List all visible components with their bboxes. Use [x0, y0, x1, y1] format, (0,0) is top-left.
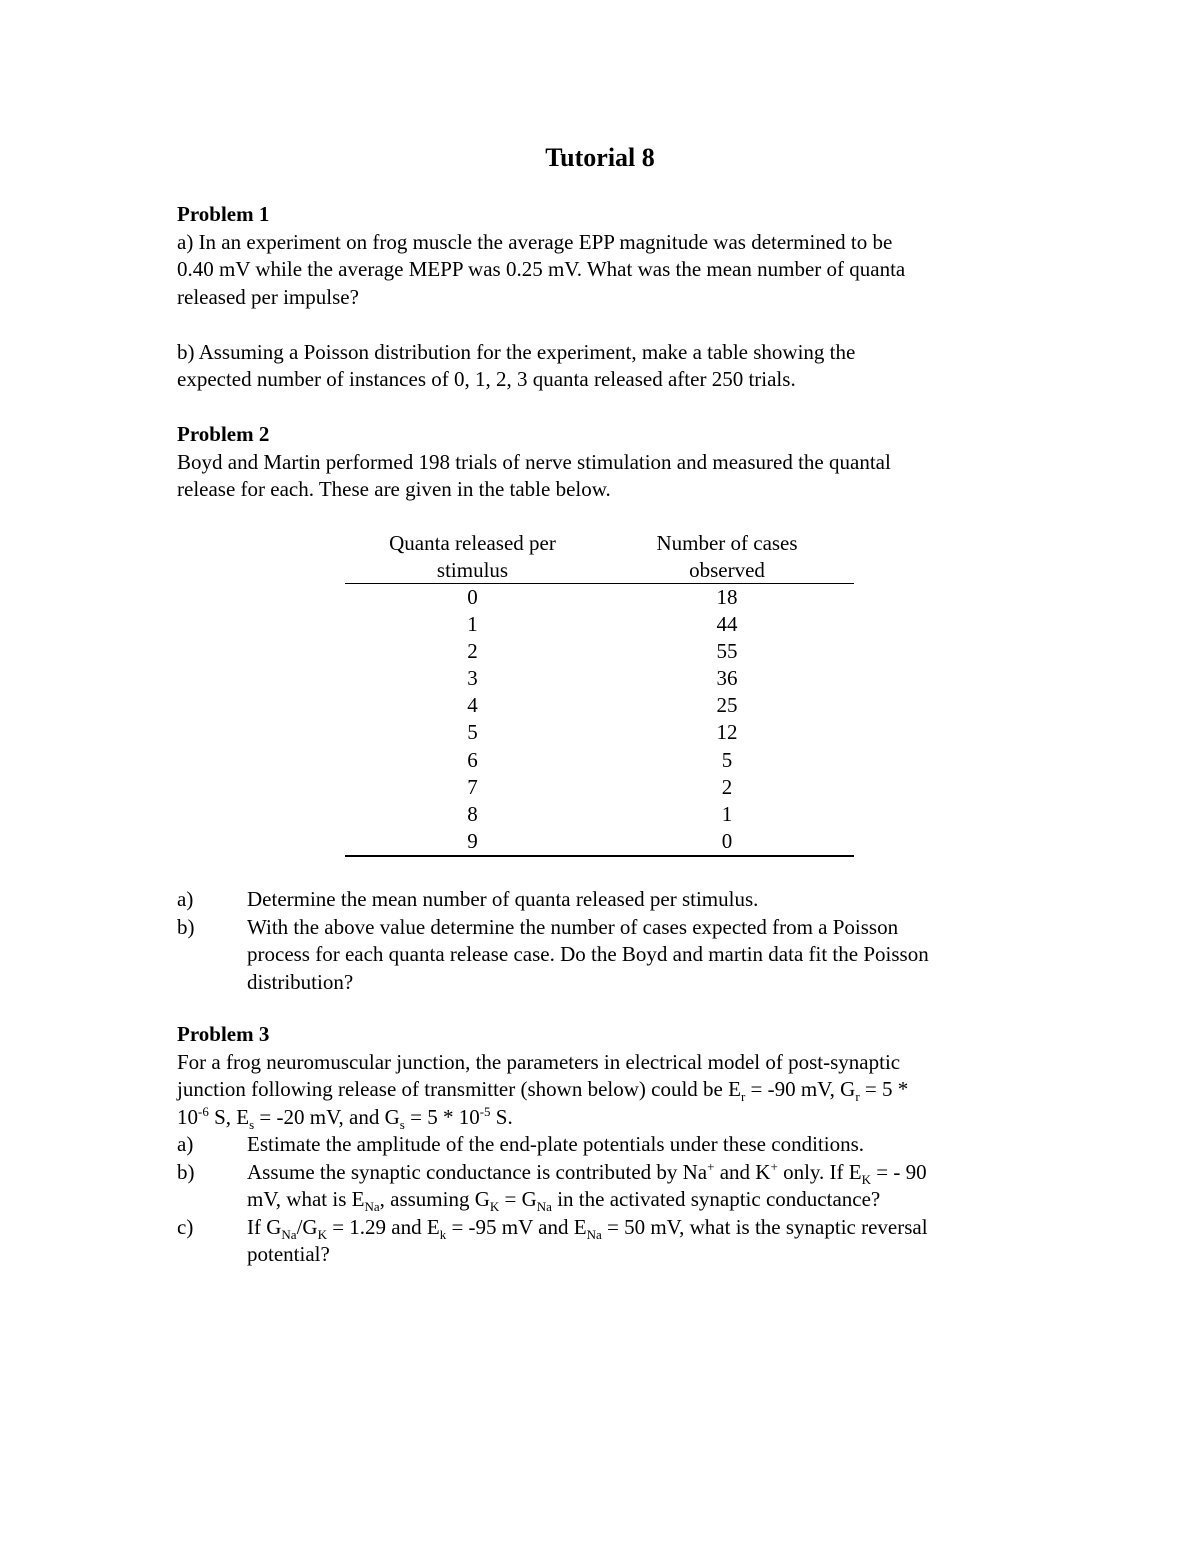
quanta-table	[345, 530, 854, 857]
cases-cell: 18	[716, 585, 738, 609]
problem-3-question-a: a) Estimate the amplitude of the end-plate potentials under these conditions.	[177, 1132, 864, 1156]
header-number-of-cases: Number of cases observed	[600, 530, 854, 584]
problem-3	[177, 1021, 1047, 1269]
table-row	[345, 611, 854, 638]
cases-cell: 55	[716, 639, 738, 664]
problem-2-intro-line-1: Boyd and Martin performed 198 trials of nerve stimulation and measured the quantal	[177, 449, 891, 474]
quanta-cell: 0	[467, 585, 478, 609]
cases-cell: 44	[716, 612, 738, 637]
problem-2-heading: Problem 2	[177, 422, 270, 446]
problem-3-intro-line-1: For a frog neuromuscular junction, the parameters in electrical model of post-synaptic	[177, 1049, 901, 1074]
quanta-cell: 3	[467, 666, 478, 691]
quanta-cell: 1	[467, 612, 478, 637]
problem-1a-line-2: 0.40 mV while the average MEPP was 0.25 mV. What was the mean number of quanta	[177, 257, 906, 281]
header-quanta-released: Quanta released per stimulus	[345, 530, 600, 584]
table-header-row	[345, 530, 854, 584]
problem-1b-line-1: b) Assuming a Poisson distribution for the experiment, make a table showing the	[177, 339, 856, 364]
problem-3-intro-line-2: junction following release of transmitter (shown below) could be $E_r = -90$ mV, $G_r = 5$ *	[177, 1077, 909, 1105]
cases-cell: 0	[600, 828, 854, 856]
problem-2-intro-line-2: release for each. These are given in the table below.	[177, 477, 611, 501]
problem-2-questions	[177, 886, 1037, 996]
cases-cell: 2	[721, 774, 733, 799]
cases-cell: 1	[721, 801, 733, 826]
cases-cell: 25	[716, 693, 738, 718]
quanta-cell: 2	[467, 639, 478, 664]
quanta-cell: 4	[467, 693, 478, 718]
problem-1-heading: Problem 1	[177, 202, 270, 226]
problem-1b-line-2: expected number of instances of 0, 1, 2, 3 quanta released after 250 trials.	[177, 367, 796, 391]
table-row	[345, 747, 854, 774]
table-row	[345, 801, 854, 828]
quanta-cell: 9	[345, 828, 600, 856]
table-row	[345, 774, 854, 801]
cases-cell: 5	[721, 747, 733, 772]
problem-2	[177, 421, 1037, 504]
problem-1a-line-1: a) In an experiment on frog muscle the average EPP magnitude was determined to be	[177, 229, 893, 254]
problem-3-question-b: b) Assume the synaptic conductance is contributed by Na+ and K+ only. If $E_K$ = - 90 mV, what is $E_{Na}$, assuming $G_K = G_{Na}$ in the activated synaptic conductance?	[177, 1158, 927, 1215]
cases-cell: 36	[716, 666, 738, 691]
table-row	[345, 692, 854, 719]
problem-3-question-c: c) If $G_{Na}/G_K = 1.29$ and $E_k = -95$ mV and $E_{Na} = 50$ mV, what is the synaptic reversal potential?	[177, 1214, 928, 1266]
quanta-cell: 8	[467, 801, 478, 826]
table-row	[345, 584, 854, 612]
quanta-cell: 5	[467, 720, 478, 745]
problem-2-question-a: a) Determine the mean number of quanta released per stimulus.	[177, 887, 759, 911]
document-title: Tutorial 8	[545, 143, 655, 172]
quanta-cell: 6	[467, 747, 478, 772]
table-row	[345, 665, 854, 692]
table-row	[345, 828, 854, 856]
quanta-cell: 7	[467, 774, 478, 799]
table-row	[345, 638, 854, 665]
problem-1	[177, 201, 1037, 394]
problem-3-heading: Problem 3	[177, 1022, 270, 1046]
table-row	[345, 719, 854, 746]
problem-3-intro-line-3: $10^{-6}$ S, $E_s = -20$ mV, and $G_s = 5 * 10^{-5}$ S.	[177, 1103, 513, 1132]
cases-cell: 12	[716, 720, 738, 745]
problem-2-question-b: b) With the above value determine the number of cases expected from a Poisson process for each quanta release case. Do the Boyd and martin data fit the Poisson distribution?	[177, 914, 929, 994]
problem-1a-line-3: released per impulse?	[177, 284, 359, 309]
